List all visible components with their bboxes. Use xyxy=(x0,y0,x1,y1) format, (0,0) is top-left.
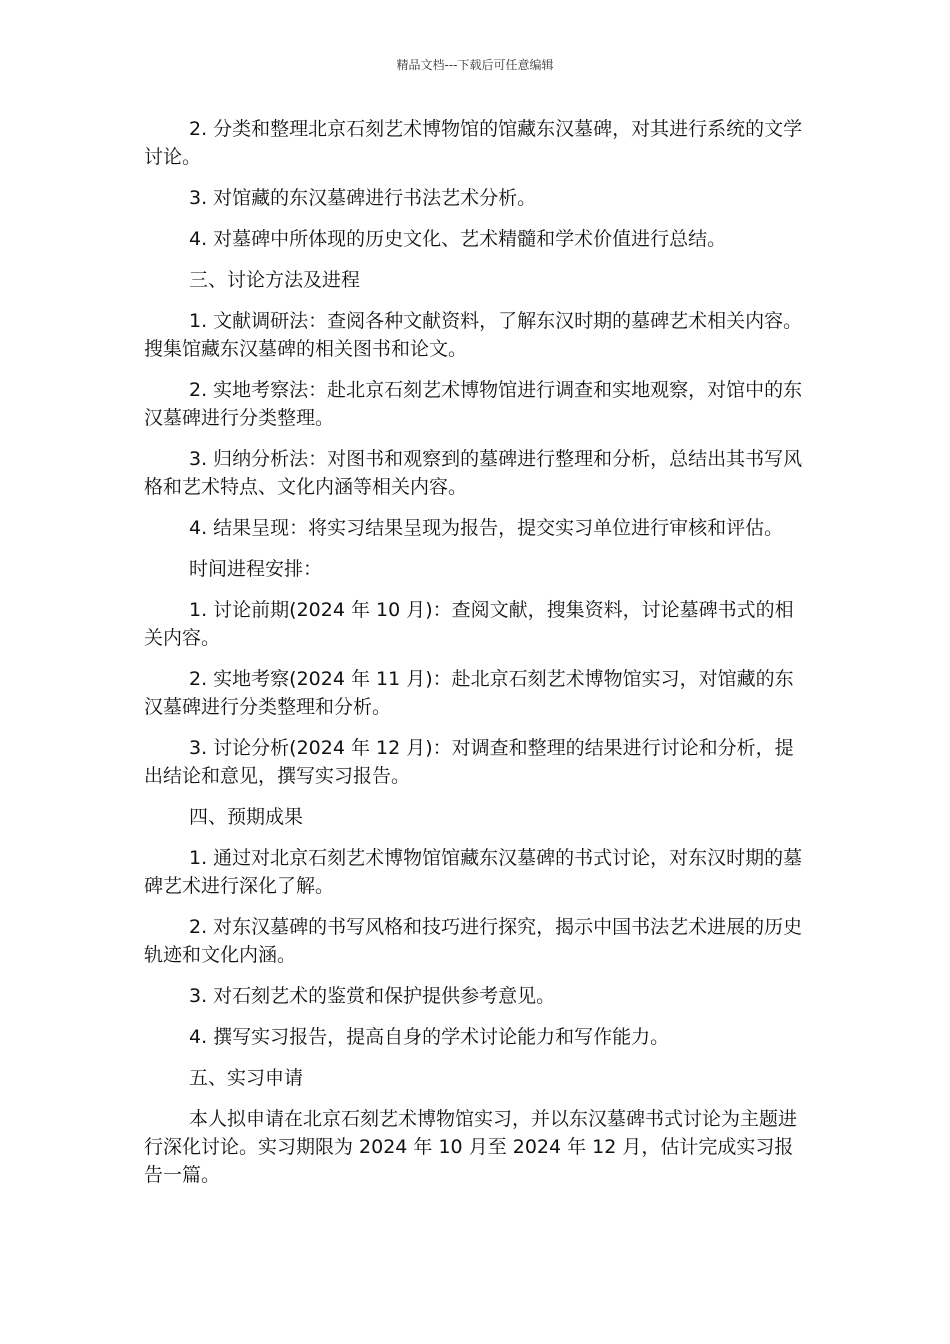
list-item-research-3: 3. 对馆藏的东汉墓碑进行书法艺术分析。 xyxy=(189,187,537,209)
document-body xyxy=(144,115,810,1202)
list-item-method-3: 3. 归纳分析法：对图书和观察到的墓碑进行整理和分析，总结出其书写风格和艺术特点、文化内涵等相关内容。 xyxy=(144,448,803,498)
list-item-research-4: 4. 对墓碑中所体现的历史文化、艺术精髓和学术价值进行总结。 xyxy=(189,228,727,250)
list-item-method-4: 4. 结果呈现：将实习结果呈现为报告，提交实习单位进行审核和评估。 xyxy=(189,517,784,539)
list-item-research-2: 2. 分类和整理北京石刻艺术博物馆的馆藏东汉墓碑，对其进行系统的文学讨论。 xyxy=(144,118,803,168)
application-paragraph: 本人拟申请在北京石刻艺术博物馆实习，并以东汉墓碑书式讨论为主题进行深化讨论。实习期限为 2024 年 10 月至 2024 年 12 月，估计完成实习报告一篇。 xyxy=(144,1108,798,1186)
section-heading-outcomes: 四、预期成果 xyxy=(189,806,304,828)
list-item-schedule-3: 3. 讨论分析(2024 年 12 月)：对调查和整理的结果进行讨论和分析，提出结论和意见，撰写实习报告。 xyxy=(144,737,794,787)
list-item-method-2: 2. 实地考察法：赴北京石刻艺术博物馆进行调查和实地观察，对馆中的东汉墓碑进行分类整理。 xyxy=(144,379,803,429)
list-item-outcome-3: 3. 对石刻艺术的鉴赏和保护提供参考意见。 xyxy=(189,985,556,1007)
section-heading-methods: 三、讨论方法及进程 xyxy=(189,269,361,291)
list-item-method-1: 1. 文献调研法：查阅各种文献资料，了解东汉时期的墓碑艺术相关内容。搜集馆藏东汉墓碑的相关图书和论文。 xyxy=(144,310,803,360)
page-header: 精品文档---下载后可任意编辑 xyxy=(396,58,554,72)
list-item-outcome-4: 4. 撰写实习报告，提高自身的学术讨论能力和写作能力。 xyxy=(189,1026,670,1048)
list-item-schedule-2: 2. 实地考察(2024 年 11 月)：赴北京石刻艺术博物馆实习，对馆藏的东汉墓碑进行分类整理和分析。 xyxy=(144,668,794,718)
list-item-outcome-2: 2. 对东汉墓碑的书写风格和技巧进行探究，揭示中国书法艺术进展的历史轨迹和文化内涵。 xyxy=(144,916,803,966)
list-item-schedule-1: 1. 讨论前期(2024 年 10 月)：查阅文献，搜集资料，讨论墓碑书式的相关内容。 xyxy=(144,599,794,649)
list-item-outcome-1: 1. 通过对北京石刻艺术博物馆馆藏东汉墓碑的书式讨论，对东汉时期的墓碑艺术进行深化了解。 xyxy=(144,847,803,897)
subheading-schedule: 时间进程安排： xyxy=(189,558,323,580)
section-heading-application: 五、实习申请 xyxy=(189,1067,304,1089)
